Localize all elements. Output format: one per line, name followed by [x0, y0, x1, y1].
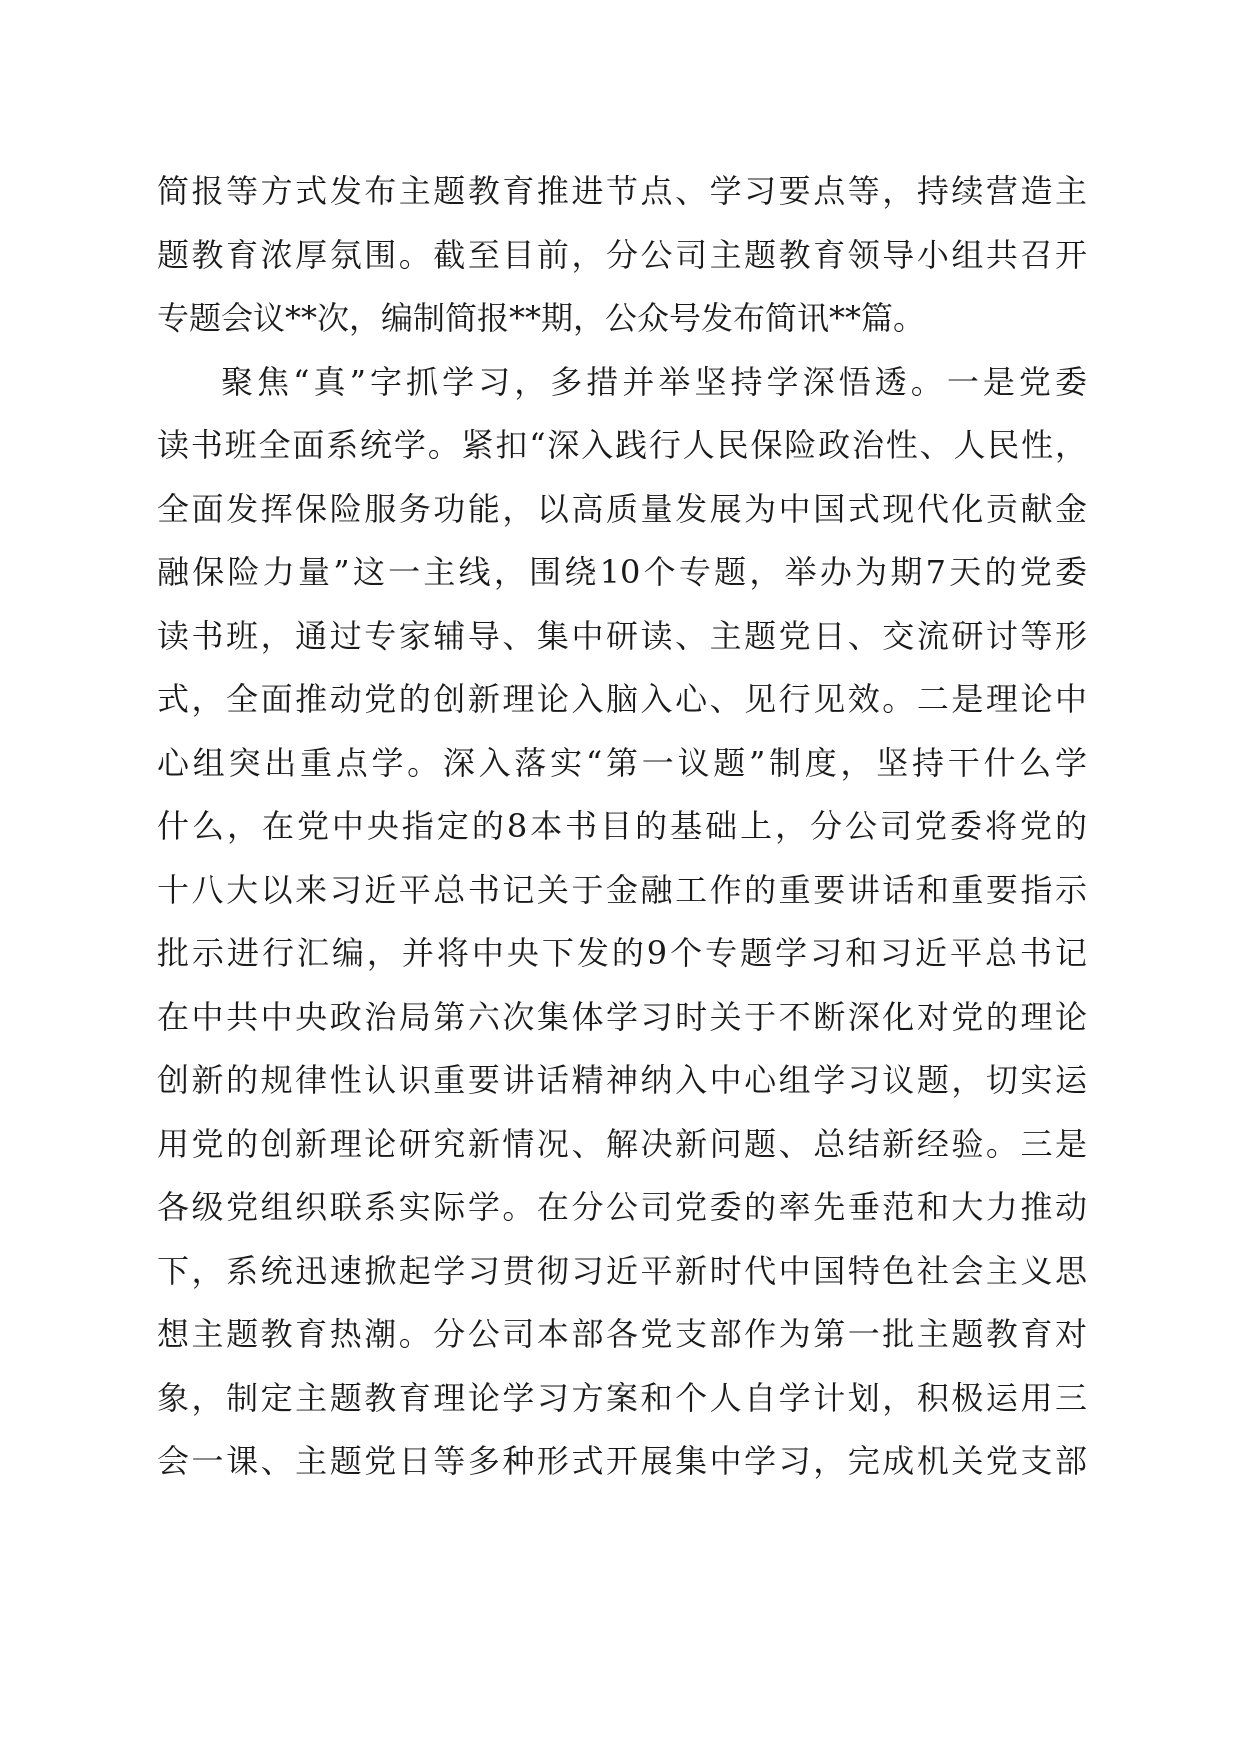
text-line: 在中共中央政治局第六次集体学习时关于不断深化对党的理论: [157, 997, 1087, 1036]
text-line: 专题会议**次，编制简报**期，公众号发布简讯**篇。: [157, 299, 926, 337]
text-line: 心组突出重点学。深入落实“第一议题”制度，坚持干什么学: [157, 743, 1087, 782]
text-line: 简报等方式发布主题教育推进节点、学习要点等，持续营造主: [157, 172, 1087, 210]
text-line: 下，系统迅速掀起学习贯彻习近平新时代中国特色社会主义思: [157, 1251, 1087, 1290]
text-line: 式，全面推动党的创新理论入脑入心、见行见效。二是理论中: [157, 680, 1087, 718]
text-line: 读书班全面系统学。紧扣“深入践行人民保险政治性、人民性，: [157, 426, 1087, 464]
text-line: 象，制定主题教育理论学习方案和个人自学计划，积极运用三: [157, 1378, 1087, 1417]
text-line: 十八大以来习近平总书记关于金融工作的重要讲话和重要指示: [157, 870, 1087, 909]
text-line: 会一课、主题党日等多种形式开展集中学习，完成机关党支部: [157, 1442, 1087, 1480]
text-line: 什么，在党中央指定的8本书目的基础上，分公司党委将党的: [157, 807, 1087, 845]
document-body: [157, 160, 1087, 1494]
text-line: 用党的创新理论研究新情况、解决新问题、总结新经验。三是: [157, 1124, 1087, 1163]
text-line: 各级党组织联系实际学。在分公司党委的率先垂范和大力推动: [157, 1188, 1087, 1226]
text-line: 创新的规律性认识重要讲话精神纳入中心组学习议题，切实运: [157, 1061, 1087, 1099]
text-line: 聚焦“真”字抓学习，多措并举坚持学深悟透。一是党委: [221, 362, 1087, 401]
text-line: 读书班，通过专家辅导、集中研读、主题党日、交流研讨等形: [157, 616, 1087, 655]
text-line: 题教育浓厚氛围。截至目前，分公司主题教育领导小组共召开: [157, 235, 1087, 274]
paragraph-1: [157, 160, 1087, 351]
text-line: 融保险力量”这一主线，围绕10个专题，举办为期7天的党委: [157, 553, 1087, 591]
text-line: 批示进行汇编，并将中央下发的9个专题学习和习近平总书记: [157, 934, 1087, 972]
text-line: 全面发挥保险服务功能，以高质量发展为中国式现代化贡献金: [157, 489, 1087, 528]
paragraph-2: [157, 351, 1087, 1494]
text-line: 想主题教育热潮。分公司本部各党支部作为第一批主题教育对: [157, 1315, 1087, 1353]
